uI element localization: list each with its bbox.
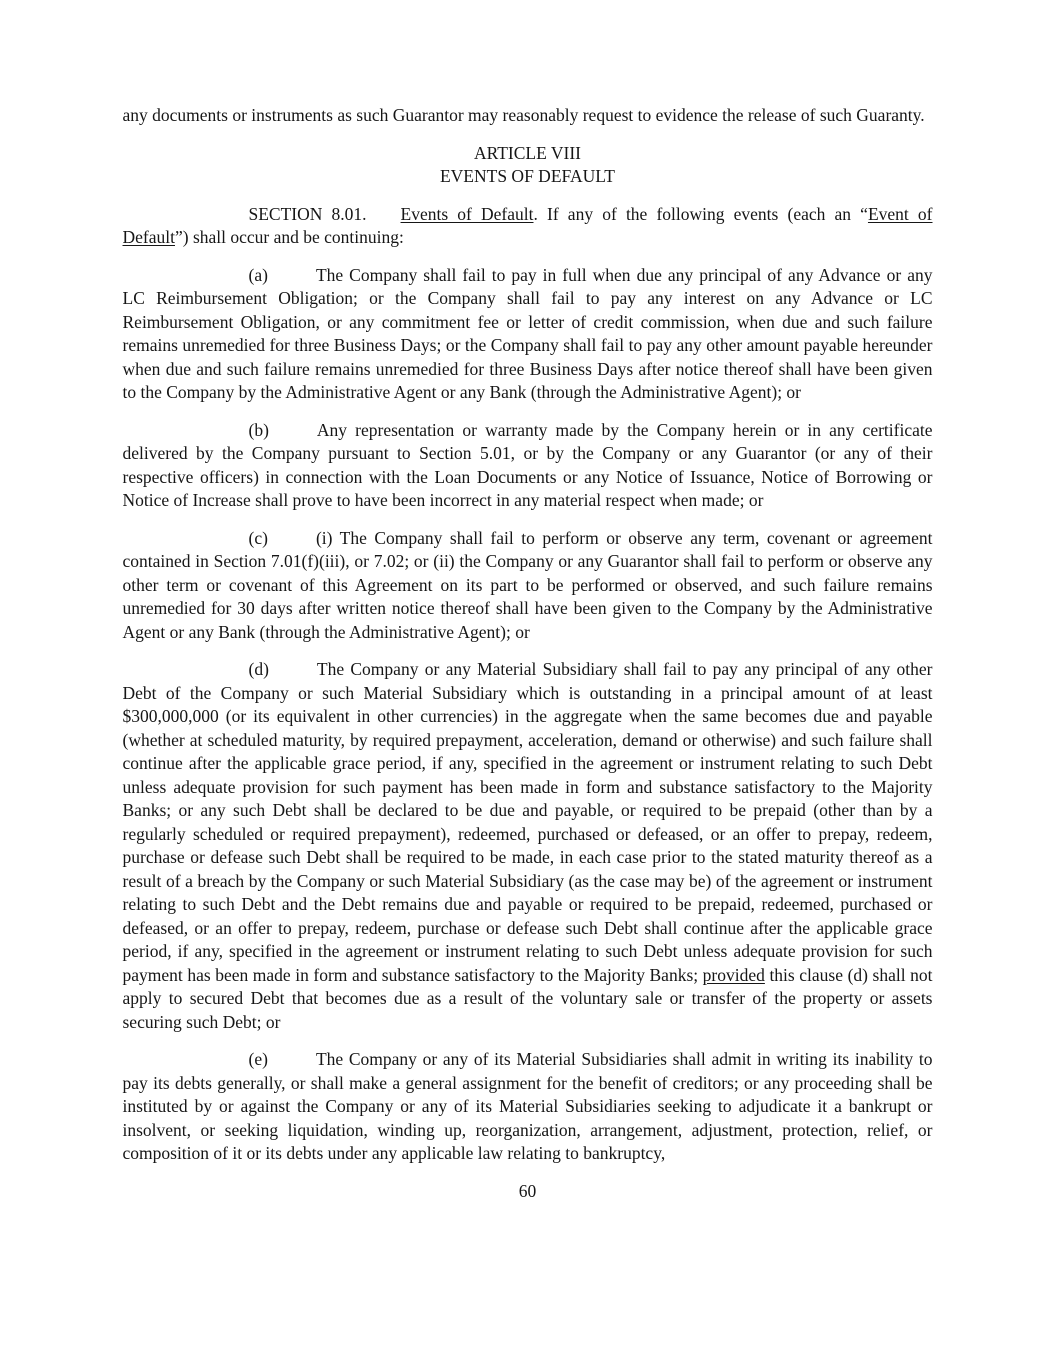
article-heading-block xyxy=(123,142,933,189)
article-subheading xyxy=(123,165,933,189)
clause-e-text: The Company or any of its Material Subsidiaries shall admit in writing its inability to pay its debts generally, or shall make a general assignment for the benefit of creditors; or any proceeding shall be instituted by or against the Company or any of its Material Subsidiaries seeking to adjudicate it a bankrupt or insolvent, or seeking liquidation, winding up, reorganization, arrangement, adjustment, protection, relief, or composition of it or its debts under any applicable law relating to bankruptcy, xyxy=(122,1049,933,1163)
clause-e-paragraph xyxy=(123,1048,933,1166)
section-title-underlined: Events of Default xyxy=(400,203,534,224)
clause-c-paragraph xyxy=(123,527,933,645)
clause-c-text: (i) The Company shall fail to perform or observe any term, covenant or agreement contained in Section 7.01(f)(iii), or 7.02; or (ii) the Company or any Guarantor shall fail to perform or observe any other term or covenant of this Agreement on its part to be performed or observed, and such failure remains unremedied for 30 days after written notice thereof shall have been given to the Company by the Administrative Agent or any Bank (through the Administrative Agent); or xyxy=(122,527,933,642)
article-heading-text: ARTICLE VIII xyxy=(473,142,581,163)
clause-a-paragraph xyxy=(123,264,933,405)
section-text: . If any of the following events (each an “ xyxy=(533,203,868,224)
defined-term-underlined: Event of Default xyxy=(122,203,933,247)
clause-b-label: (b) xyxy=(248,419,269,440)
page-number xyxy=(123,1180,933,1204)
clause-d-label: (d) xyxy=(248,659,269,679)
section-text-end: ”) shall occur and be continuing: xyxy=(174,227,404,247)
clause-d-text-before: The Company or any Material Subsidiary shall fail to pay any principal of any other Debt of the Company or such Material Subsidiary which is outstanding in a principal amount of at least $300,000,000 (or its equivalent in other currencies) in the aggregate when the same becomes due and payable (whether at scheduled maturity, by required prepayment, acceleration, demand or otherwise) and such failure shall continue after the applicable grace period, if any, specified in the agreement or instrument relating to such Debt unless adequate provision for such payment has been made in form and substance satisfactory to the Majority Banks; or any such Debt shall be declared to be due and payable, or required to be prepaid (other than by a regularly scheduled or required prepayment), redeemed, purchased or defeased, or an offer to prepay, redeem, purchase or defease such Debt shall be required to be made, in each case prior to the stated maturity thereof as a result of a breach by the Company or such Material Subsidiary (as the case may be) of the agreement or instrument relating to such Debt and the Debt remains due and payable or required to be prepaid, redeemed, purchased or defeased, or an offer to prepay, redeem, purchase or defease such Debt shall continue after the applicable grace period, if any, specified in the agreement or instrument relating to such Debt unless adequate provision for such payment has been made in form and substance satisfactory to the Majority Banks; xyxy=(122,659,933,985)
clause-b-paragraph xyxy=(123,419,933,513)
clause-c-label: (c) xyxy=(248,527,268,548)
page-number-text: 60 xyxy=(518,1180,537,1201)
section-8-01-paragraph xyxy=(123,203,933,250)
intro-text: any documents or instruments as such Guarantor may reasonably request to evidence the release of such Guaranty. xyxy=(122,105,925,125)
clause-e-label: (e) xyxy=(248,1049,268,1069)
intro-paragraph xyxy=(123,104,933,128)
article-heading xyxy=(123,142,933,166)
article-subheading-text: EVENTS OF DEFAULT xyxy=(439,166,615,186)
clause-d-text-after: this clause (d) shall not apply to secured Debt that becomes due as a result of the voluntary sale or transfer of the property or assets securing such Debt; or xyxy=(122,964,933,1032)
clause-b-text: Any representation or warranty made by the Company herein or in any certificate delivered by the Company pursuant to Section 5.01, or by the Company or any Guarantor (or any of their respective officers) in connection with the Loan Documents or any Notice of Issuance, Notice of Borrowing or Notice of Increase shall prove to have been incorrect in any material respect when made; or xyxy=(122,419,933,510)
clause-a-text: The Company shall fail to pay in full when due any principal of any Advance or any LC Reimbursement Obligation; or the Company shall fail to pay any interest on any Advance or LC Reimbursement Obligation, or any commitment fee or letter of credit commission, when due and such failure remains unremedied for three Business Days; or the Company shall fail to pay any other amount payable hereunder when due and such failure remains unremedied for three Business Days after notice thereof shall have been given to the Company by the Administrative Agent or any Bank (through the Administrative Agent); or xyxy=(122,264,933,402)
section-label: SECTION 8.01. xyxy=(248,203,367,224)
document-page xyxy=(123,0,933,1203)
provided-term-underlined: provided xyxy=(702,964,765,985)
clause-a-label: (a) xyxy=(248,264,268,285)
clause-d-paragraph xyxy=(123,658,933,1034)
